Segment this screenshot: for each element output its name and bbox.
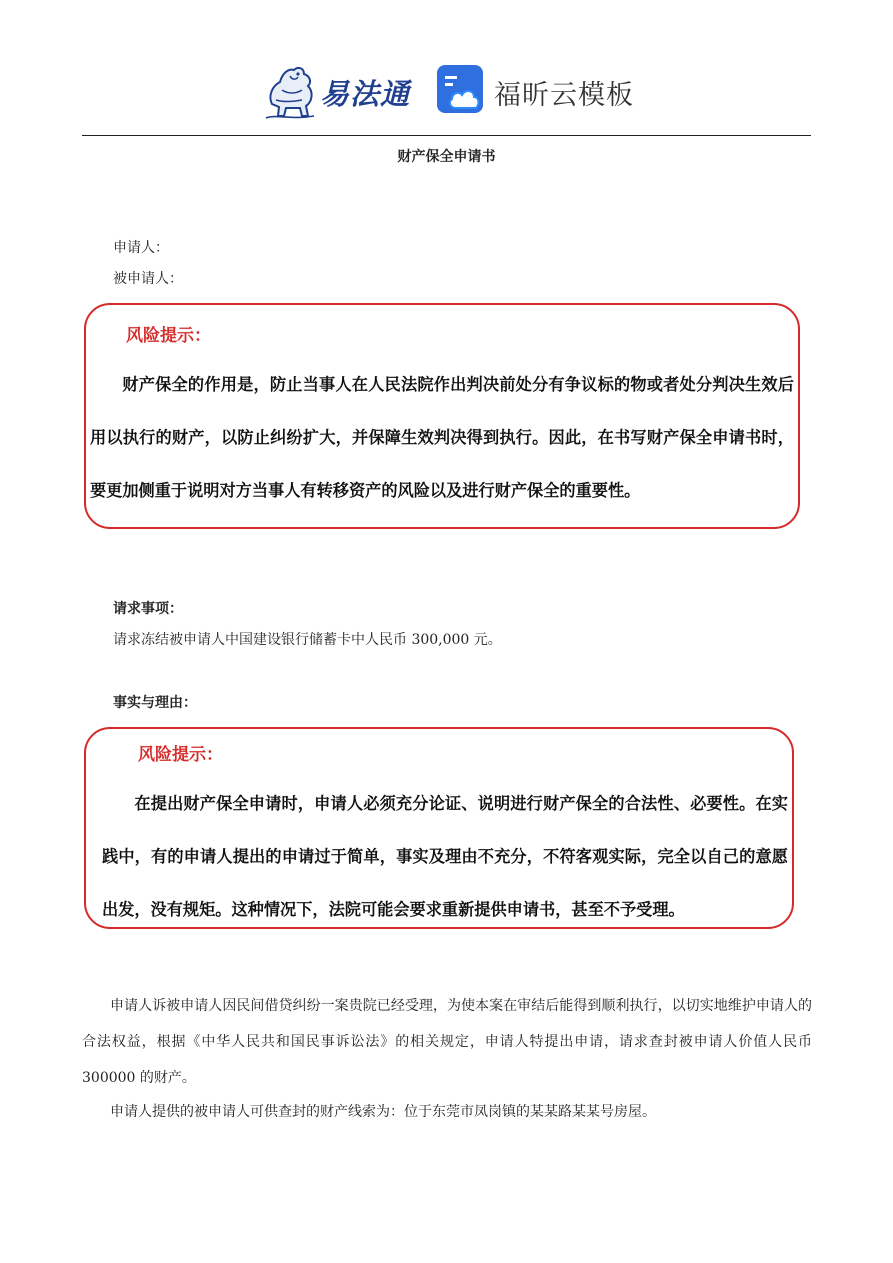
applicant-label: 申请人： xyxy=(113,240,169,256)
cloud-document-icon xyxy=(436,64,486,116)
foxit-cloud-template-logo xyxy=(436,64,636,120)
yifatong-logo xyxy=(262,60,412,122)
risk-warning-body-1: 财产保全的作用是，防止当事人在人民法院作出判决前处分有争议标的物或者处分判决生效后用以执行的财产，以防止纠纷扩大，并保障生效判决得到执行。因此，在书写财产保全申请书时，要更加侧重于说明对方当事人有转移资产的风险以及进行财产保全的重要性。 xyxy=(90,375,794,500)
qilin-icon xyxy=(262,60,320,122)
document-title: 财产保全申请书 xyxy=(397,149,496,165)
risk-warning-box-2 xyxy=(84,727,794,929)
facts-paragraph-1: 申请人诉被申请人因民间借贷纠纷一案贵院已经受理，为使本案在审结后能得到顺利执行，以切实地维护申请人的合法权益，根据《中华人民共和国民事诉讼法》的相关规定，申请人特提出申请，请求查封被申请人价值人民币 300000 的财产。 xyxy=(82,998,812,1086)
facts-heading: 事实与理由： xyxy=(113,695,197,711)
page-header xyxy=(0,52,893,132)
claims-text: 请求冻结被申请人中国建设银行储蓄卡中人民币 300,000 元。 xyxy=(113,632,502,648)
claims-heading: 请求事项： xyxy=(113,601,183,617)
risk-warning-title-2: 风险提示： xyxy=(138,745,223,765)
risk-warning-title-1: 风险提示： xyxy=(126,326,211,346)
risk-warning-body-2: 在提出财产保全申请时，申请人必须充分论证、说明进行财产保全的合法性、必要性。在实践中，有的申请人提出的申请过于简单，事实及理由不充分，不符客观实际，完全以自己的意愿出发，没有规矩。这种情况下，法院可能会要求重新提供申请书，甚至不予受理。 xyxy=(102,794,788,919)
header-divider xyxy=(82,135,811,136)
foxit-logo-text: 福昕云模板 xyxy=(494,80,634,111)
yifatong-logo-text: 易法通 xyxy=(320,77,411,111)
respondent-label: 被申请人： xyxy=(113,271,183,287)
risk-warning-box-1 xyxy=(84,303,800,529)
facts-paragraph-2: 申请人提供的被申请人可供查封的财产线索为：位于东莞市凤岗镇的某某路某某号房屋。 xyxy=(110,1104,656,1120)
